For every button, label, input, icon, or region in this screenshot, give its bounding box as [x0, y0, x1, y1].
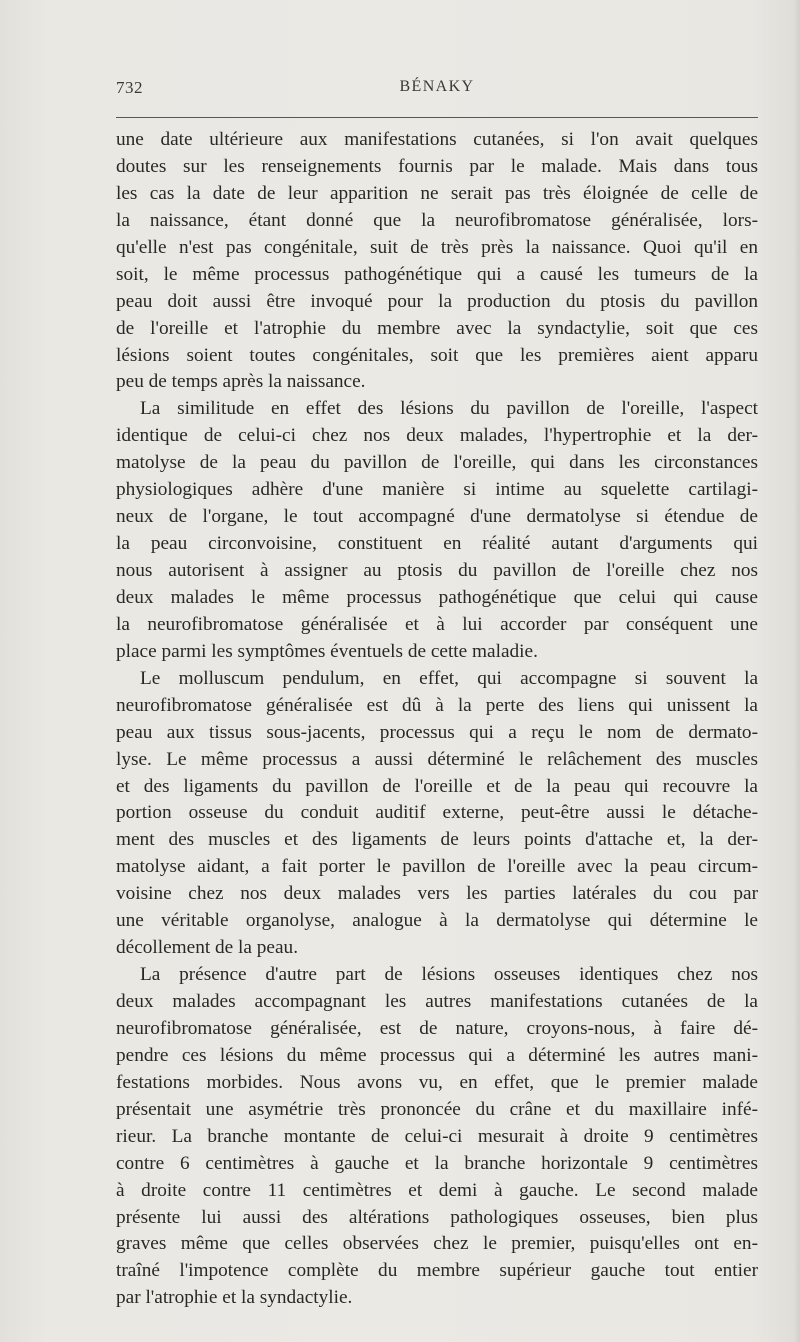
text-line: La présence d'autre part de lésions osseuses identiques chez nos — [140, 964, 758, 986]
text-line: pendre ces lésions du même processus qui a déterminé les autres mani- — [116, 1044, 758, 1066]
text-line: deux malades accompagnant les autres manifestations cutanées de la — [116, 991, 758, 1012]
text-line: graves même que celles observées chez le premier, puisqu'elles ont en- — [116, 1233, 758, 1255]
text-line: deux malades le même processus pathogénétique que celui qui cause — [116, 586, 758, 608]
text-line: voisine chez nos deux malades vers les parties latérales du cou par — [116, 883, 758, 905]
text-line: identique de celui-ci chez nos deux malades, l'hypertrophie et la der- — [116, 425, 758, 447]
text-line: de l'oreille et l'atrophie du membre avec la syndactylie, soit que ces — [116, 317, 758, 339]
text-line: une date ultérieure aux manifestations cutanées, si l'on avait quelques — [116, 129, 758, 150]
text-line: traîné l'impotence complète du membre supérieur gauche tout entier — [116, 1260, 758, 1282]
running-head — [116, 78, 758, 102]
text-line: Le molluscum pendulum, en effet, qui accompagne si souvent la — [140, 667, 758, 689]
text-line: festations morbides. Nous avons vu, en effet, que le premier malade — [116, 1071, 758, 1093]
text-line: la naissance, étant donné que la neurofibromatose généralisée, lors- — [116, 209, 758, 231]
text-line: ment des muscles et des ligaments de leurs points d'attache et, la der- — [116, 829, 758, 851]
text-line: peau aux tissus sous-jacents, processus qui a reçu le nom de dermato- — [116, 721, 758, 743]
page-number: 732 — [116, 78, 143, 97]
text-line: portion osseuse du conduit auditif externe, peut-être aussi le détache- — [116, 802, 758, 824]
text-line: peau doit aussi être invoqué pour la production du ptosis du pavillon — [116, 290, 758, 312]
running-head-title: BÉNAKY — [399, 78, 475, 95]
text-line: à droite contre 11 centimètres et demi à gauche. Le second malade — [116, 1179, 758, 1201]
text-line: la peau circonvoisine, constituent en réalité autant d'arguments qui — [116, 533, 758, 555]
page-edge-shadow — [794, 0, 800, 1342]
text-line: neux de l'organe, le tout accompagné d'une dermatolyse si étendue de — [116, 506, 758, 528]
text-line: soit, le même processus pathogénétique qui a causé les tumeurs de la — [116, 263, 758, 285]
body-text — [116, 127, 758, 1312]
text-line: place parmi les symptômes éventuels de cette maladie. — [116, 640, 538, 662]
text-line: présentait une asymétrie très prononcée du crâne et du maxillaire infé- — [116, 1098, 758, 1120]
text-line: nous autorisent à assigner au ptosis du pavillon de l'oreille chez nos — [116, 560, 758, 581]
text-line: doutes sur les renseignements fournis par le malade. Mais dans tous — [116, 155, 758, 177]
text-line: décollement de la peau. — [116, 937, 299, 959]
text-line: matolyse aidant, a fait porter le pavillon de l'oreille avec la peau circum- — [116, 856, 758, 878]
text-line: lésions soient toutes congénitales, soit que les premières aient apparu — [116, 344, 758, 366]
text-line: présente lui aussi des altérations pathologiques osseuses, bien plus — [116, 1206, 758, 1228]
text-line: une véritable organolyse, analogue à la dermatolyse qui détermine le — [116, 910, 758, 932]
text-line: la neurofibromatose généralisée et à lui accorder par conséquent une — [116, 613, 758, 635]
text-line: matolyse de la peau du pavillon de l'oreille, qui dans les circonstances — [116, 452, 758, 474]
text-line: qu'elle n'est pas congénitale, suit de très près la naissance. Quoi qu'il en — [116, 236, 758, 258]
text-line: les cas la date de leur apparition ne serait pas très éloignée de celle de — [116, 182, 758, 204]
text-line: rieur. La branche montante de celui-ci mesurait à droite 9 centimètres — [116, 1125, 758, 1147]
header-rule — [116, 117, 758, 118]
text-line: La similitude en effet des lésions du pavillon de l'oreille, l'aspect — [140, 398, 758, 420]
text-line: par l'atrophie et la syndactylie. — [116, 1287, 353, 1309]
text-line: physiologiques adhère d'une manière si intime au squelette cartilagi- — [116, 479, 758, 501]
text-line: neurofibromatose généralisée, est de nature, croyons-nous, à faire dé- — [116, 1017, 758, 1039]
text-line: et des ligaments du pavillon de l'oreille et de la peau qui recouvre la — [116, 775, 758, 797]
text-line: peu de temps après la naissance. — [116, 371, 366, 393]
text-line: neurofibromatose généralisée est dû à la perte des liens qui unissent la — [116, 694, 758, 716]
text-line: lyse. Le même processus a aussi déterminé le relâchement des muscles — [116, 748, 758, 770]
text-line: contre 6 centimètres à gauche et la branche horizontale 9 centimètres — [116, 1152, 758, 1174]
